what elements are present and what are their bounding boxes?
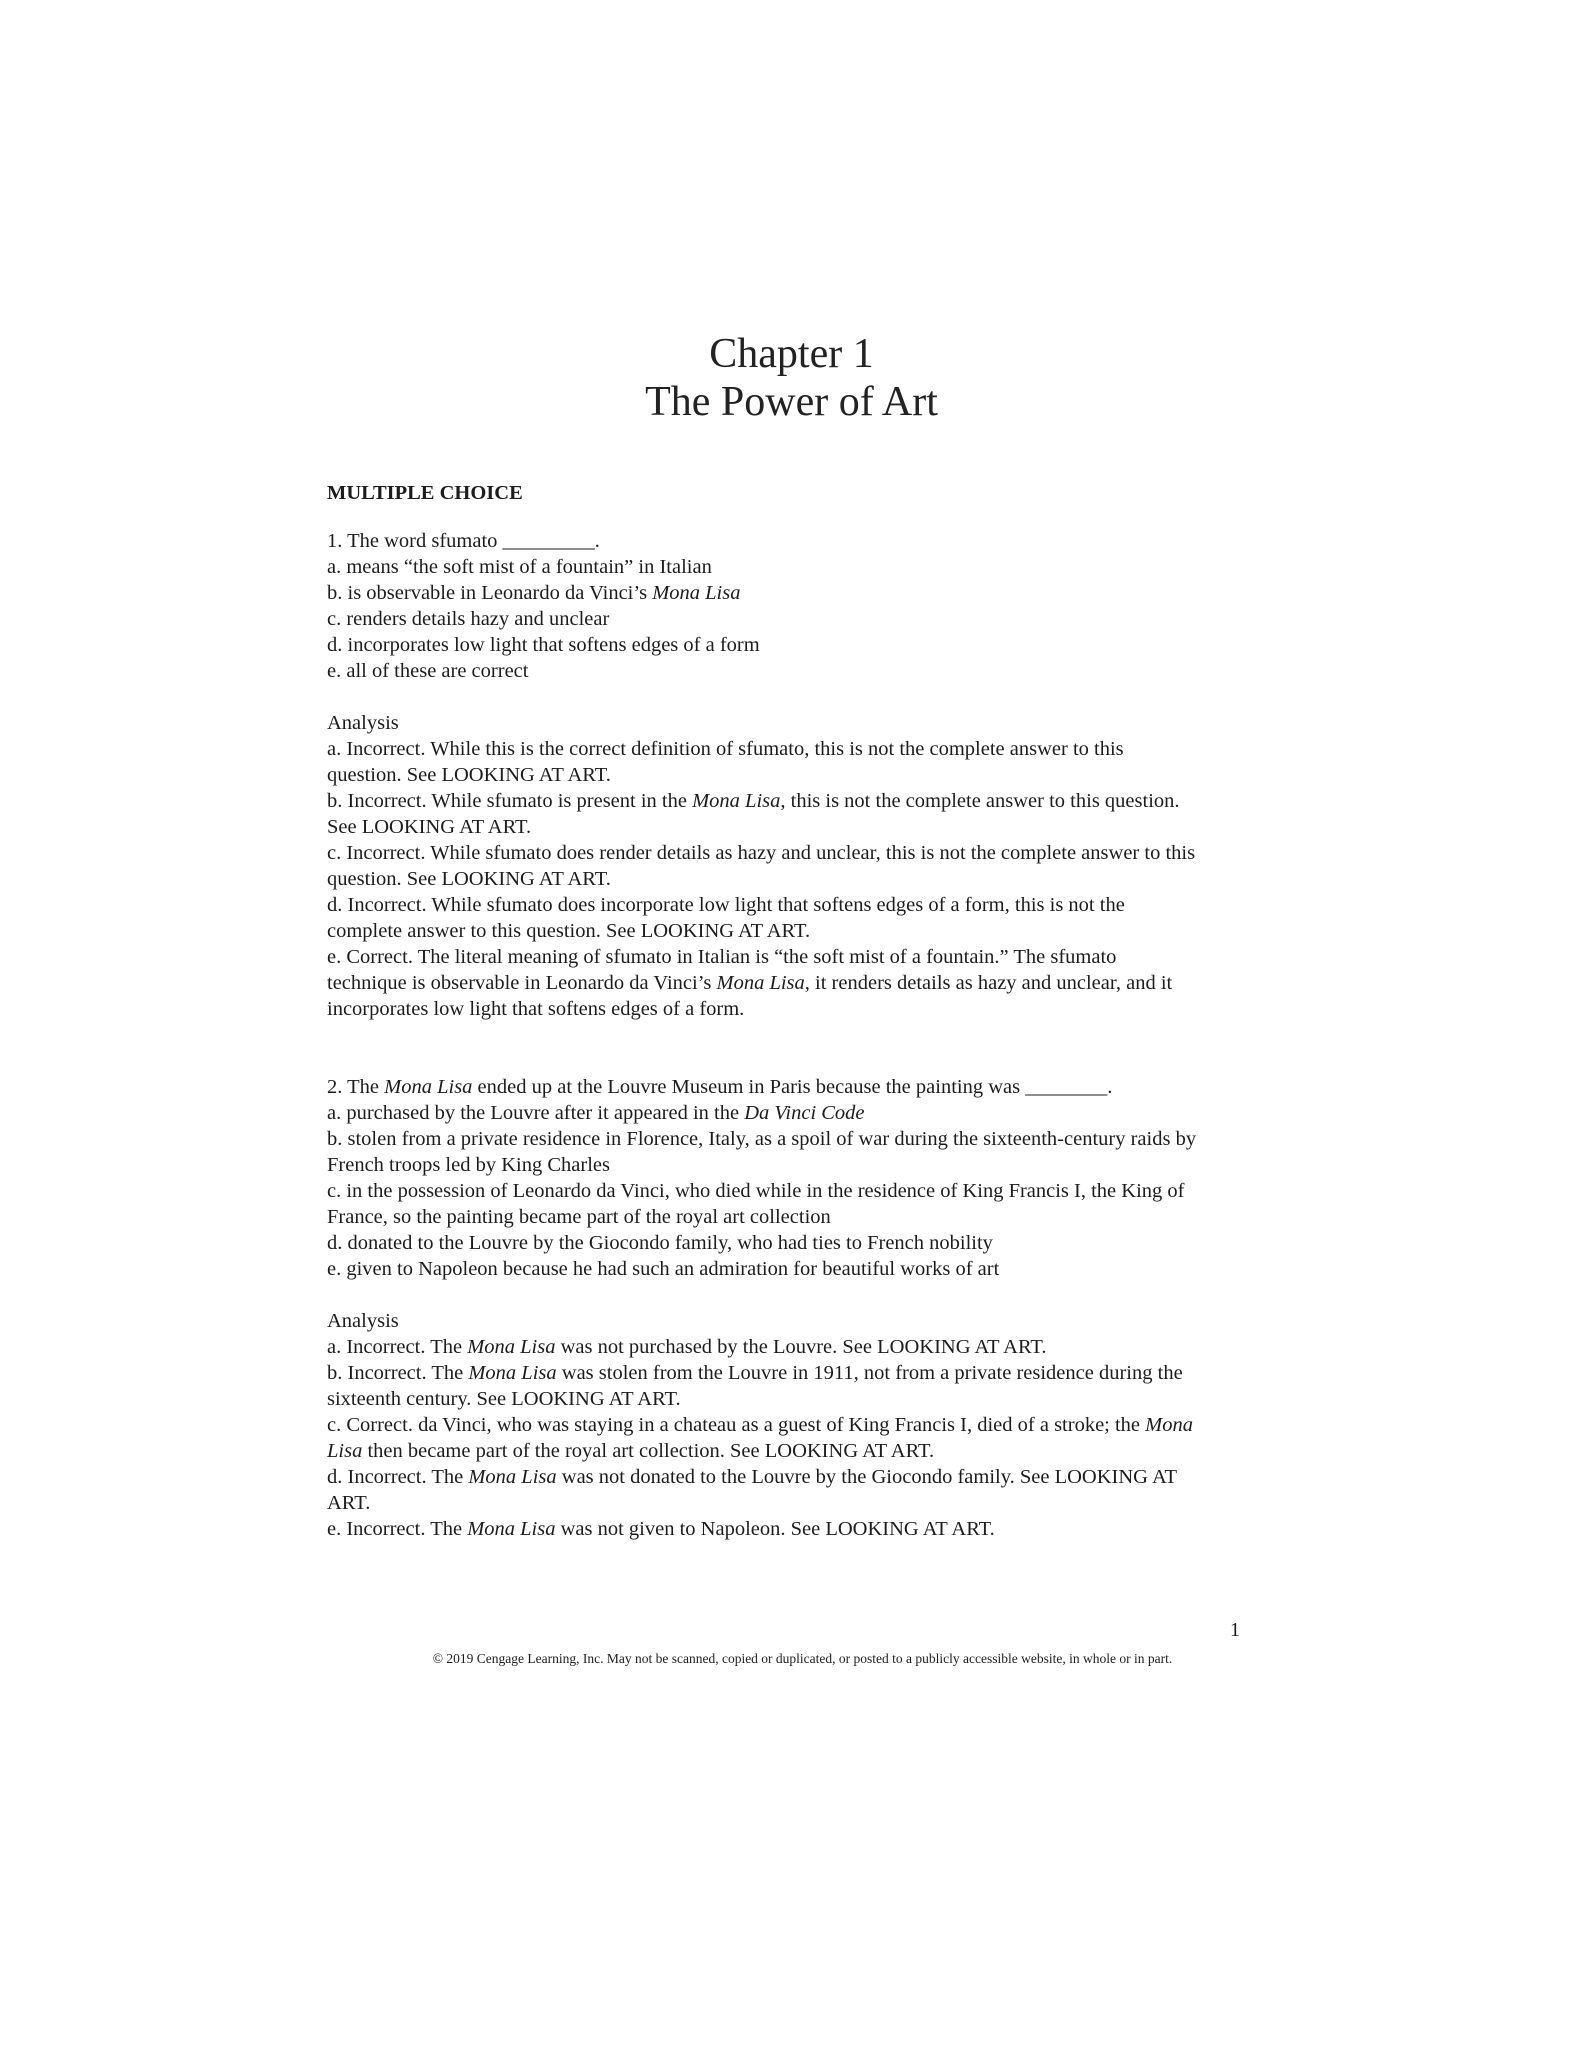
option-d: d. incorporates low light that softens edges of a form bbox=[327, 634, 760, 656]
stem-text: 2. The bbox=[327, 1076, 385, 1098]
analysis-a: a. Incorrect. While this is the correct definition of sfumato, this is not the complete answer to this bbox=[327, 738, 1124, 760]
italic-title: Mona Lisa bbox=[467, 1336, 556, 1358]
analysis-b-cont: sixteenth century. See LOOKING AT ART. bbox=[327, 1388, 681, 1410]
analysis-d-cont: ART. bbox=[327, 1492, 371, 1514]
italic-title: Mona bbox=[1145, 1414, 1193, 1436]
analysis-text: technique is observable in Leonardo da Vinci’s bbox=[327, 972, 717, 994]
chapter-number: Chapter 1 bbox=[709, 331, 874, 377]
analysis-e-cont2: incorporates low light that softens edges of a form. bbox=[327, 998, 745, 1020]
analysis-a-cont: question. See LOOKING AT ART. bbox=[327, 764, 611, 786]
section-heading: MULTIPLE CHOICE bbox=[327, 482, 523, 504]
option-a: a. means “the soft mist of a fountain” in Italian bbox=[327, 556, 712, 578]
analysis-text: b. Incorrect. While sfumato is present in the bbox=[327, 790, 693, 812]
analysis-e-cont bbox=[327, 970, 1247, 996]
analysis-text: , this is not the complete answer to this question. bbox=[780, 790, 1180, 812]
analysis-text: c. Correct. da Vinci, who was staying in a chateau as a guest of King Francis I, died of a stroke; the bbox=[327, 1414, 1146, 1436]
chapter-header bbox=[0, 330, 1583, 426]
italic-title: Lisa bbox=[327, 1440, 363, 1462]
analysis-label: Analysis bbox=[327, 712, 399, 734]
analysis-d bbox=[327, 1464, 1247, 1490]
analysis-text: was not given to Napoleon. See LOOKING AT ART. bbox=[555, 1518, 995, 1540]
analysis-d-cont: complete answer to this question. See LOOKING AT ART. bbox=[327, 920, 811, 942]
option-e: e. given to Napoleon because he had such an admiration for beautiful works of art bbox=[327, 1258, 1000, 1280]
analysis-e bbox=[327, 1516, 1247, 1542]
question-stem bbox=[327, 1074, 1247, 1100]
analysis-text: was not purchased by the Louvre. See LOOKING AT ART. bbox=[555, 1336, 1047, 1358]
option-d: d. donated to the Louvre by the Giocondo family, who had ties to French nobility bbox=[327, 1232, 993, 1254]
option-b-cont: French troops led by King Charles bbox=[327, 1154, 610, 1176]
analysis-text: d. Incorrect. The bbox=[327, 1466, 469, 1488]
question-2 bbox=[327, 1074, 1247, 1542]
italic-title: Mona Lisa bbox=[652, 582, 741, 604]
content-body bbox=[327, 480, 1247, 1542]
analysis-text: was not donated to the Louvre by the Giocondo family. See LOOKING AT bbox=[556, 1466, 1178, 1488]
stem-text: ended up at the Louvre Museum in Paris because the painting was ________. bbox=[472, 1076, 1113, 1098]
analysis-b-cont: See LOOKING AT ART. bbox=[327, 816, 532, 838]
question-stem: 1. The word sfumato _________. bbox=[327, 530, 600, 552]
option-c-cont: France, so the painting became part of the royal art collection bbox=[327, 1206, 831, 1228]
analysis-text: then became part of the royal art collection. See LOOKING AT ART. bbox=[362, 1440, 935, 1462]
option-text: a. purchased by the Louvre after it appeared in the bbox=[327, 1102, 745, 1124]
analysis-text: a. Incorrect. The bbox=[327, 1336, 468, 1358]
option-b: b. stolen from a private residence in Florence, Italy, as a spoil of war during the sixteenth-century raids by bbox=[327, 1128, 1197, 1150]
analysis-e: e. Correct. The literal meaning of sfumato in Italian is “the soft mist of a fountain.” The sfumato bbox=[327, 946, 1117, 968]
analysis-c-cont: question. See LOOKING AT ART. bbox=[327, 868, 611, 890]
italic-title: Mona Lisa bbox=[467, 1518, 556, 1540]
analysis-c: c. Incorrect. While sfumato does render details as hazy and unclear, this is not the complete answer to this bbox=[327, 842, 1196, 864]
option-c: c. in the possession of Leonardo da Vinci, who died while in the residence of King Francis I, the King of bbox=[327, 1180, 1185, 1202]
analysis-text: was stolen from the Louvre in 1911, not from a private residence during the bbox=[556, 1362, 1183, 1384]
analysis-a bbox=[327, 1334, 1247, 1360]
italic-title: Mona Lisa bbox=[692, 790, 781, 812]
page-number: 1 bbox=[1230, 1619, 1240, 1641]
analysis-c bbox=[327, 1412, 1247, 1438]
chapter-title: The Power of Art bbox=[645, 379, 938, 425]
italic-title: Mona Lisa bbox=[468, 1466, 557, 1488]
italic-title: Mona Lisa bbox=[716, 972, 805, 994]
option-e: e. all of these are correct bbox=[327, 660, 529, 682]
analysis-c-cont bbox=[327, 1438, 1247, 1464]
option-text: b. is observable in Leonardo da Vinci’s bbox=[327, 582, 653, 604]
option-c: c. renders details hazy and unclear bbox=[327, 608, 610, 630]
italic-title: Mona Lisa bbox=[384, 1076, 473, 1098]
italic-title: Mona Lisa bbox=[468, 1362, 557, 1384]
analysis-text: b. Incorrect. The bbox=[327, 1362, 469, 1384]
option-a bbox=[327, 1100, 1247, 1126]
italic-title: Da Vinci Code bbox=[744, 1102, 865, 1124]
analysis-d: d. Incorrect. While sfumato does incorporate low light that softens edges of a form, this is not the bbox=[327, 894, 1125, 916]
analysis-text: e. Incorrect. The bbox=[327, 1518, 468, 1540]
analysis-label: Analysis bbox=[327, 1310, 399, 1332]
analysis-text: , it renders details as hazy and unclear, and it bbox=[804, 972, 1173, 994]
question-1 bbox=[327, 528, 1247, 1022]
analysis-b bbox=[327, 788, 1247, 814]
copyright-footer: © 2019 Cengage Learning, Inc. May not be scanned, copied or duplicated, or posted to a publicly accessible website, in whole or in part. bbox=[432, 1651, 1173, 1666]
analysis-b bbox=[327, 1360, 1247, 1386]
option-b bbox=[327, 580, 1247, 606]
